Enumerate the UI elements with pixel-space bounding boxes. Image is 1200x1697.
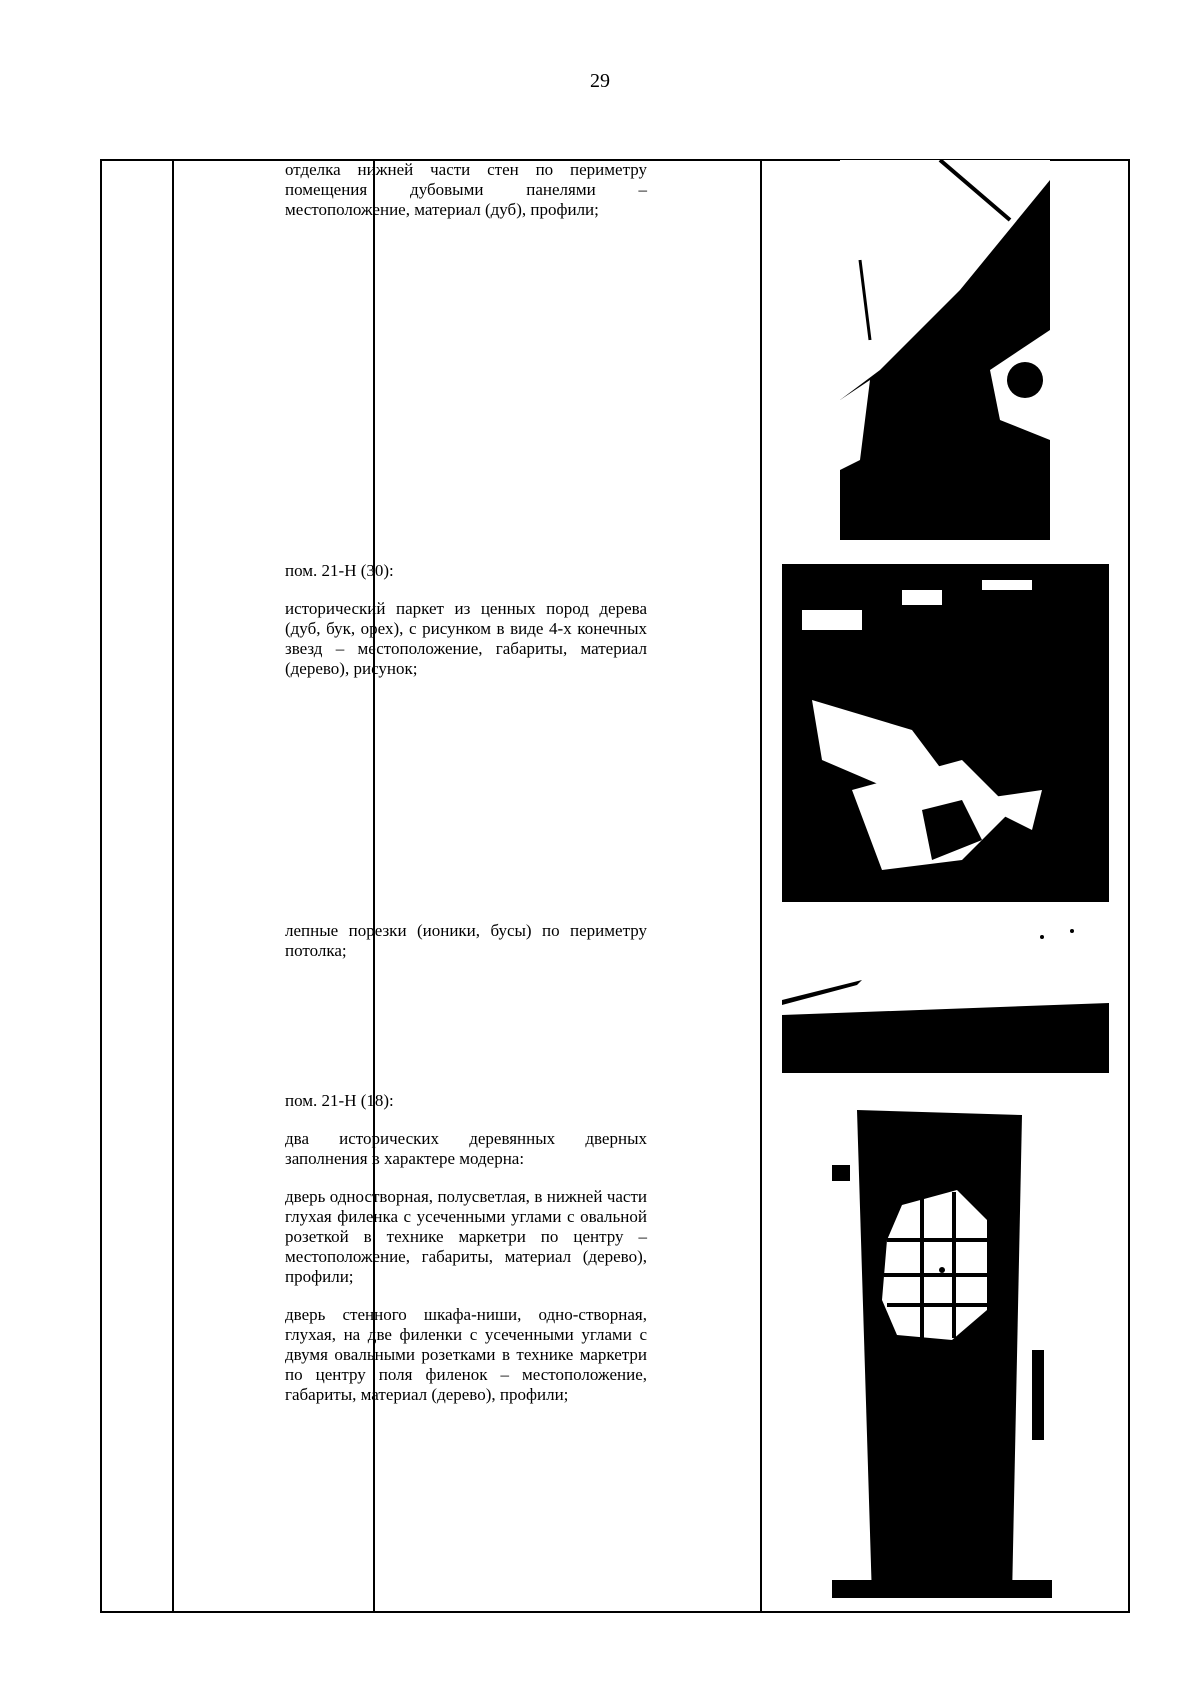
column-divider [172,161,174,1611]
page-number: 29 [590,70,610,92]
room-18-section [285,1091,647,1405]
wall-panel-photo [840,160,1050,540]
parquet-photo [782,560,1109,902]
door-2-text: дверь стенного шкафа-ниши, одно-створная, глухая, на две филенки с усеченными углами с двумя овальными розетками в технике маркетри по центру поля филенок – местоположение, габариты, материал (дерево), профили; [285,1305,647,1404]
room-30-heading: пом. 21-Н (30): [285,561,394,580]
door-1-text: дверь одностворная, полусветлая, в нижней части глухая филенка с усеченными углами с овальной розеткой в технике маркетри по центру – местоположение, габариты, материал (дерево), профили; [285,1187,647,1286]
wall-panels-description [285,160,647,220]
ceiling-section [285,921,647,961]
ceiling-moulding-text: лепные порезки (ионики, бусы) по периметру потолка; [285,921,647,960]
room-30-section [285,561,647,679]
parquet-text: исторический паркет из ценных пород дерева (дуб, бук, орех), с рисунком в виде 4-х конечных звезд – местоположение, габариты, материал (дерево), рисунок; [285,599,647,678]
doors-intro-text: два исторических деревянных дверных заполнения в характере модерна: [285,1129,647,1168]
column-divider [760,161,762,1611]
ceiling-moulding-photo [782,925,1109,1073]
room-18-heading: пом. 21-Н (18): [285,1091,394,1110]
door-photo [832,1110,1052,1598]
wall-panels-text: отделка нижней части стен по периметру помещения дубовыми панелями – местоположение, материал (дуб), профили; [285,160,647,219]
